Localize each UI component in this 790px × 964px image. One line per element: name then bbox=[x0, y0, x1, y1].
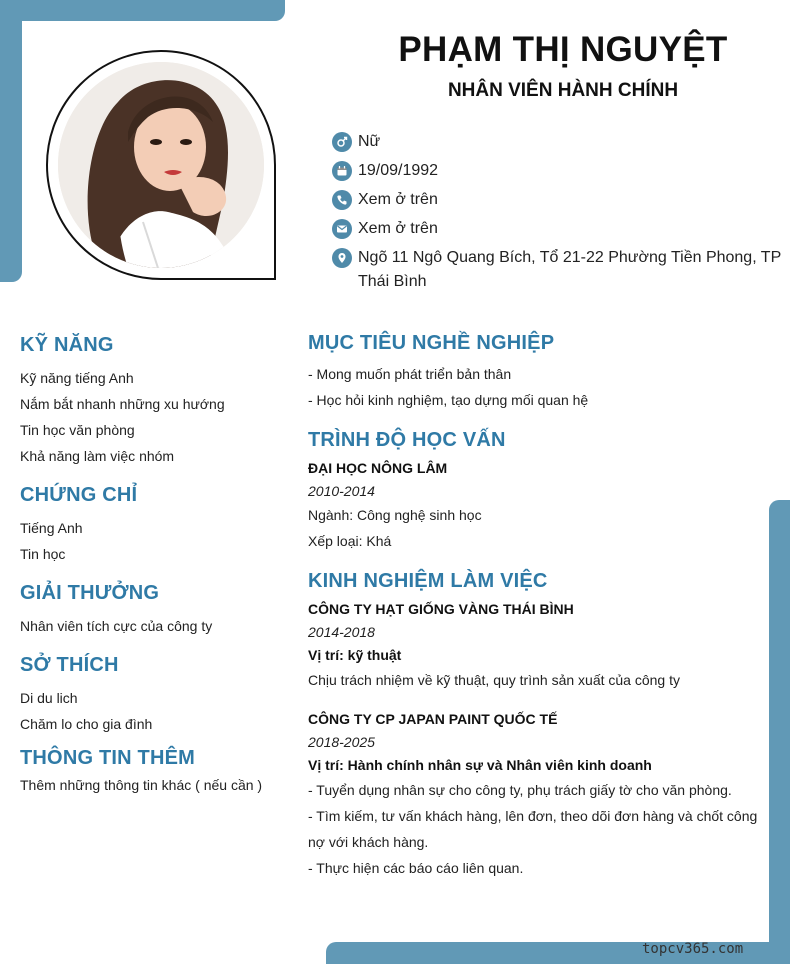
list-item: Tiếng Anh bbox=[20, 520, 83, 536]
experience-entry bbox=[308, 597, 768, 693]
email-icon bbox=[332, 219, 352, 239]
list-item: Kỹ năng tiếng Anh bbox=[20, 370, 134, 386]
left-column bbox=[20, 334, 290, 798]
job-company: CÔNG TY HẠT GIỐNG VÀNG THÁI BÌNH bbox=[308, 601, 574, 617]
list-item: Tin học bbox=[20, 546, 66, 562]
watermark: topcv365.com bbox=[642, 941, 744, 957]
contact-gender bbox=[332, 130, 782, 154]
list-item: Nhân viên tích cực của công ty bbox=[20, 618, 213, 634]
hobbies-title: SỞ THÍCH bbox=[20, 654, 119, 676]
job-company: CÔNG TY CP JAPAN PAINT QUỐC TẾ bbox=[308, 711, 558, 727]
contact-phone-text: Xem ở trên bbox=[358, 191, 438, 208]
job-detail: - Thực hiện các báo cáo liên quan. bbox=[308, 860, 524, 876]
candidate-job-title: NHÂN VIÊN HÀNH CHÍNH bbox=[447, 80, 679, 101]
contact-phone bbox=[332, 188, 782, 212]
contact-address-text: Ngõ 11 Ngô Quang Bích, Tổ 21-22 Phường Tiền Phong, TP Thái Bình bbox=[358, 249, 781, 290]
experience-title: KINH NGHIỆM LÀM VIỆC bbox=[308, 570, 548, 592]
contact-list bbox=[332, 130, 782, 299]
contact-birthday-text: 19/09/1992 bbox=[358, 162, 439, 179]
education-period: 2010-2014 bbox=[308, 483, 375, 499]
skills-title: KỸ NĂNG bbox=[20, 334, 114, 356]
list-item: - Học hỏi kinh nghiệm, tạo dựng mối quan hệ bbox=[308, 392, 589, 408]
job-detail: - Tìm kiếm, tư vấn khách hàng, lên đơn, theo dõi đơn hàng và chốt công nợ với khách hàng. bbox=[308, 808, 758, 850]
candidate-name: PHẠM THỊ NGUYỆT bbox=[398, 30, 728, 69]
contact-email-text: Xem ở trên bbox=[358, 220, 438, 237]
contact-birthday bbox=[332, 159, 782, 183]
job-detail: Chịu trách nhiệm về kỹ thuật, quy trình sản xuất của công ty bbox=[308, 672, 680, 688]
contact-address bbox=[332, 246, 782, 294]
education-major: Ngành: Công nghệ sinh học bbox=[308, 507, 482, 523]
education-school: ĐẠI HỌC NÔNG LÂM bbox=[308, 460, 448, 476]
list-item: Thêm những thông tin khác ( nếu cần ) bbox=[20, 777, 263, 793]
job-period: 2018-2025 bbox=[308, 734, 375, 750]
contact-email bbox=[332, 217, 782, 241]
decor-left-bar bbox=[0, 0, 22, 282]
education-title: TRÌNH ĐỘ HỌC VẤN bbox=[308, 429, 506, 451]
contact-gender-text: Nữ bbox=[358, 133, 381, 150]
job-detail: - Tuyển dụng nhân sự cho công ty, phụ trách giấy tờ cho văn phòng. bbox=[308, 782, 732, 798]
decor-right-bar bbox=[769, 500, 790, 964]
objective-title: MỤC TIÊU NGHỀ NGHIỆP bbox=[308, 332, 555, 354]
gender-icon bbox=[332, 132, 352, 152]
experience-entry bbox=[308, 707, 768, 881]
job-position: Vị trí: Hành chính nhân sự và Nhân viên kinh doanh bbox=[308, 757, 652, 773]
location-icon bbox=[332, 248, 352, 268]
list-item: Nắm bắt nhanh những xu hướng bbox=[20, 396, 225, 412]
list-item: - Mong muốn phát triển bản thân bbox=[308, 366, 512, 382]
awards-title: GIẢI THƯỞNG bbox=[20, 582, 160, 604]
avatar-frame bbox=[46, 50, 276, 280]
phone-icon bbox=[332, 190, 352, 210]
decor-top-left-bar bbox=[0, 0, 285, 21]
portrait-illustration bbox=[58, 62, 264, 268]
right-column bbox=[308, 332, 768, 881]
list-item: Di du lich bbox=[20, 690, 78, 706]
certificates-title: CHỨNG CHỈ bbox=[20, 484, 138, 506]
extra-info-title: THÔNG TIN THÊM bbox=[20, 747, 196, 769]
list-item: Chăm lo cho gia đình bbox=[20, 716, 153, 732]
avatar bbox=[58, 62, 264, 268]
list-item: Tin học văn phòng bbox=[20, 422, 135, 438]
job-position: Vị trí: kỹ thuật bbox=[308, 647, 402, 663]
education-grade: Xếp loại: Khá bbox=[308, 533, 392, 549]
list-item: Khả năng làm việc nhóm bbox=[20, 448, 175, 464]
calendar-icon bbox=[332, 161, 352, 181]
job-period: 2014-2018 bbox=[308, 624, 375, 640]
